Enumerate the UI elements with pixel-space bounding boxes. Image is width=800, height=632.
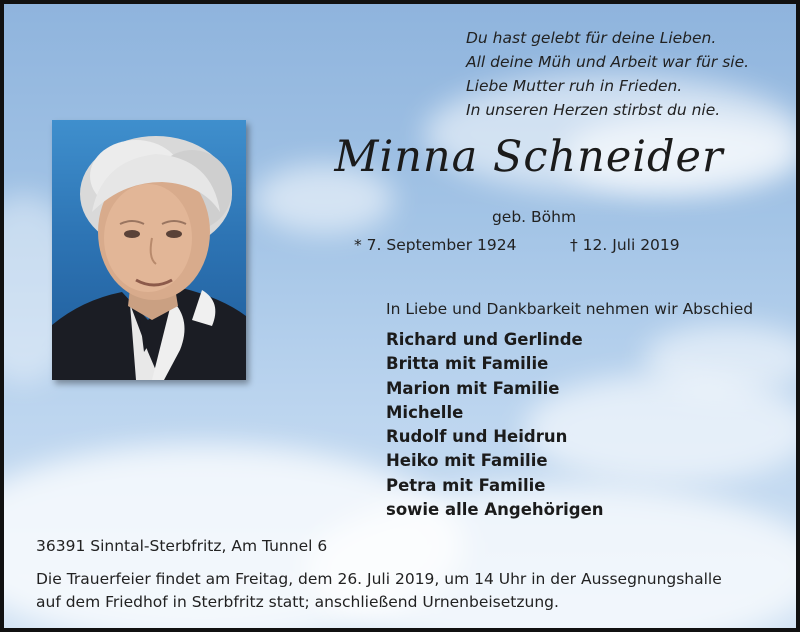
birth-date: * 7. September 1924: [354, 236, 517, 254]
poem-line: In unseren Herzen stirbst du nie.: [466, 101, 721, 119]
family-address: 36391 Sinntal-Sterbfritz, Am Tunnel 6: [36, 537, 328, 555]
mourner-entry: sowie alle Angehörigen: [386, 500, 604, 520]
death-date: † 12. Juli 2019: [570, 236, 680, 254]
poem-line: All deine Müh und Arbeit war für sie.: [466, 53, 750, 71]
service-line: auf dem Friedhof in Sterbfritz statt; anschließend Urnenbeisetzung.: [36, 593, 559, 611]
mourner-entry: Michelle: [386, 402, 464, 422]
portrait-illustration: [52, 120, 246, 380]
poem-line: Liebe Mutter ruh in Frieden.: [466, 77, 683, 95]
poem: [466, 26, 786, 122]
mourner-entry: Rudolf und Heidrun: [386, 427, 568, 447]
deceased-name: Minna Schneider: [334, 132, 724, 182]
mourner-entry: Heiko mit Familie: [386, 451, 548, 471]
birth-name: geb. Böhm: [491, 208, 577, 226]
service-line: Die Trauerfeier findet am Freitag, dem 26. Juli 2019, um 14 Uhr in der Aussegnungshalle: [36, 570, 722, 588]
farewell-text: In Liebe und Dankbarkeit nehmen wir Abschied: [386, 300, 754, 318]
poem-line: Du hast gelebt für deine Lieben.: [466, 29, 717, 47]
mourners-list: [386, 328, 604, 522]
portrait-photo: [52, 120, 246, 380]
mourner-entry: Richard und Gerlinde: [386, 330, 583, 349]
mourner-entry: Marion mit Familie: [386, 378, 560, 398]
mourner-entry: Britta mit Familie: [386, 354, 549, 374]
service-details: [36, 568, 722, 614]
mourner-entry: Petra mit Familie: [386, 475, 546, 495]
